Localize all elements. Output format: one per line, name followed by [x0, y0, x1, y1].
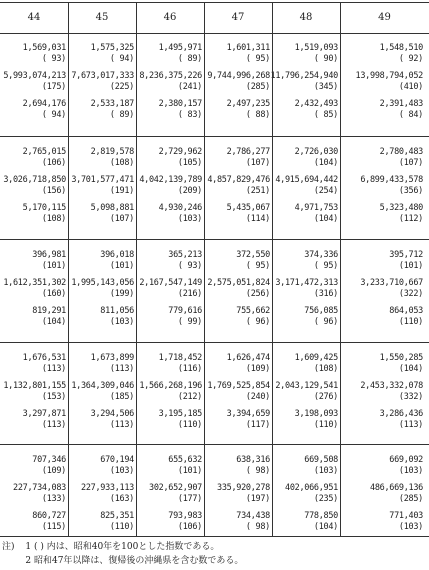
table-cell — [0, 409, 66, 430]
cell-value: 365,213 — [168, 250, 202, 260]
cell-value: 2,533,187 — [90, 99, 134, 109]
cell-index: (285) — [245, 81, 270, 92]
cell-value: 669,508 — [304, 455, 338, 465]
cell-index: (356) — [398, 185, 423, 196]
cell-index: ( 99) — [177, 316, 202, 327]
table-cell — [66, 203, 134, 224]
table-cell — [0, 203, 66, 224]
cell-index: (115) — [41, 521, 66, 532]
column-divider — [272, 3, 273, 536]
cell-index: (175) — [41, 81, 66, 92]
table-cell — [66, 71, 134, 92]
table-cell — [0, 175, 66, 196]
cell-index: ( 95) — [313, 260, 338, 271]
table-cell — [355, 99, 423, 120]
cell-value: 2,575,051,824 — [207, 278, 270, 288]
cell-index: (113) — [41, 363, 66, 374]
table-cell — [270, 203, 338, 224]
table-cell — [0, 483, 66, 504]
cell-value: 3,297,871 — [22, 409, 66, 419]
cell-value: 860,727 — [32, 511, 66, 521]
table-cell — [134, 203, 202, 224]
footnote-2 — [2, 554, 427, 568]
table-cell — [66, 483, 134, 504]
table-cell — [355, 353, 423, 374]
cell-index: (116) — [177, 363, 202, 374]
cell-value: 5,098,881 — [90, 203, 134, 213]
cell-value: 8,236,375,226 — [139, 71, 202, 81]
cell-index: (101) — [41, 260, 66, 271]
table-cell — [355, 203, 423, 224]
footnote-label: 注) — [2, 542, 15, 552]
year-header-45: 45 — [95, 12, 109, 23]
cell-index: (332) — [398, 391, 423, 402]
table-cell — [0, 455, 66, 476]
table-cell — [0, 99, 66, 120]
table-cell — [134, 455, 202, 476]
table-cell — [355, 306, 423, 327]
footnotes — [2, 540, 427, 568]
cell-index: (160) — [41, 288, 66, 299]
table-cell — [66, 250, 134, 271]
table-cell — [134, 511, 202, 532]
cell-value: 395,712 — [389, 250, 423, 260]
table-cell — [270, 175, 338, 196]
cell-index: (104) — [313, 157, 338, 168]
cell-index: (108) — [109, 157, 134, 168]
cell-index: (113) — [398, 419, 423, 430]
table-cell — [134, 353, 202, 374]
cell-value: 5,435,067 — [226, 203, 270, 213]
group-divider — [0, 239, 429, 240]
cell-index: (101) — [177, 465, 202, 476]
cell-value: 1,612,351,302 — [3, 278, 66, 288]
cell-value: 778,850 — [304, 511, 338, 521]
table-cell — [270, 353, 338, 374]
cell-index: (235) — [313, 493, 338, 504]
cell-index: ( 93) — [41, 53, 66, 64]
cell-index: (254) — [313, 185, 338, 196]
table-cell — [134, 175, 202, 196]
cell-value: 3,171,472,313 — [275, 278, 338, 288]
cell-value: 1,364,309,046 — [71, 381, 134, 391]
cell-value: 1,519,093 — [294, 43, 338, 53]
cell-value: 486,669,136 — [370, 483, 423, 493]
table-cell — [134, 99, 202, 120]
cell-index: ( 85) — [313, 109, 338, 120]
cell-value: 2,380,157 — [158, 99, 202, 109]
table-cell — [134, 483, 202, 504]
cell-value: 670,194 — [100, 455, 134, 465]
table-cell — [0, 381, 66, 402]
column-divider — [204, 3, 205, 536]
table-cell — [355, 43, 423, 64]
column-divider — [68, 3, 69, 536]
cell-index: (103) — [109, 316, 134, 327]
table-cell — [0, 43, 66, 64]
cell-index: ( 90) — [313, 53, 338, 64]
cell-value: 2,167,547,149 — [139, 278, 202, 288]
table-cell — [134, 306, 202, 327]
cell-value: 2,694,176 — [22, 99, 66, 109]
table-cell — [202, 483, 270, 504]
year-header-48: 48 — [299, 12, 313, 23]
cell-index: (105) — [177, 157, 202, 168]
table-cell — [0, 278, 66, 299]
cell-value: 1,673,899 — [90, 353, 134, 363]
table-cell — [0, 250, 66, 271]
table-cell — [202, 250, 270, 271]
cell-index: (109) — [41, 465, 66, 476]
cell-index: ( 96) — [313, 316, 338, 327]
cell-value: 669,092 — [389, 455, 423, 465]
cell-value: 2,043,129,541 — [275, 381, 338, 391]
year-header-47: 47 — [231, 12, 245, 23]
cell-index: (316) — [313, 288, 338, 299]
table-cell — [134, 381, 202, 402]
cell-value: 4,971,753 — [294, 203, 338, 213]
table-cell — [66, 511, 134, 532]
cell-index: (103) — [109, 465, 134, 476]
table-cell — [66, 381, 134, 402]
cell-value: 2,726,030 — [294, 147, 338, 157]
cell-index: (109) — [245, 363, 270, 374]
cell-index: (241) — [177, 81, 202, 92]
cell-value: 1,626,474 — [226, 353, 270, 363]
cell-index: (106) — [177, 521, 202, 532]
cell-value: 707,346 — [32, 455, 66, 465]
table-cell — [270, 306, 338, 327]
cell-index: (110) — [313, 419, 338, 430]
cell-value: 2,497,235 — [226, 99, 270, 109]
cell-index: (251) — [245, 185, 270, 196]
table-cell — [134, 71, 202, 92]
cell-index: (104) — [398, 363, 423, 374]
cell-index: (113) — [109, 419, 134, 430]
table-cell — [0, 353, 66, 374]
cell-index: (256) — [245, 288, 270, 299]
table-cell — [355, 250, 423, 271]
cell-value: 3,233,710,667 — [360, 278, 423, 288]
cell-index: (133) — [41, 493, 66, 504]
statistics-table — [0, 2, 429, 537]
cell-index: ( 98) — [245, 465, 270, 476]
table-cell — [355, 483, 423, 504]
table-cell — [270, 409, 338, 430]
table-cell — [66, 99, 134, 120]
cell-index: ( 89) — [109, 109, 134, 120]
cell-value: 1,566,268,196 — [139, 381, 202, 391]
cell-index: ( 92) — [398, 53, 423, 64]
cell-value: 4,915,694,442 — [275, 175, 338, 185]
table-cell — [0, 147, 66, 168]
cell-index: (104) — [41, 316, 66, 327]
cell-index: (156) — [41, 185, 66, 196]
group-divider — [0, 342, 429, 343]
cell-value: 819,291 — [32, 306, 66, 316]
table-cell — [202, 306, 270, 327]
cell-value: 2,391,483 — [379, 99, 423, 109]
cell-index: (101) — [109, 260, 134, 271]
cell-value: 1,495,971 — [158, 43, 202, 53]
cell-index: (106) — [41, 157, 66, 168]
cell-index: (216) — [177, 288, 202, 299]
cell-value: 1,601,311 — [226, 43, 270, 53]
table-cell — [66, 175, 134, 196]
table-cell — [202, 99, 270, 120]
cell-index: (110) — [398, 316, 423, 327]
table-cell — [355, 71, 423, 92]
cell-index: (240) — [245, 391, 270, 402]
cell-index: ( 93) — [177, 260, 202, 271]
cell-index: (191) — [109, 185, 134, 196]
cell-index: (103) — [398, 465, 423, 476]
cell-value: 1,550,285 — [379, 353, 423, 363]
cell-value: 402,066,951 — [285, 483, 338, 493]
cell-index: (107) — [245, 157, 270, 168]
cell-value: 6,899,433,578 — [360, 175, 423, 185]
cell-value: 396,018 — [100, 250, 134, 260]
cell-value: 1,995,143,056 — [71, 278, 134, 288]
cell-index: (108) — [41, 213, 66, 224]
cell-value: 5,993,074,213 — [3, 71, 66, 81]
cell-value: 825,351 — [100, 511, 134, 521]
cell-index: (110) — [109, 521, 134, 532]
cell-index: (107) — [398, 157, 423, 168]
table-cell — [355, 175, 423, 196]
cell-index: (163) — [109, 493, 134, 504]
footnote-text-2: 2 昭和47年以降は、復帰後の沖縄県を含む数である。 — [25, 556, 244, 566]
cell-index: ( 94) — [41, 109, 66, 120]
table-cell — [202, 353, 270, 374]
table-cell — [270, 43, 338, 64]
cell-value: 2,819,578 — [90, 147, 134, 157]
cell-value: 302,652,907 — [149, 483, 202, 493]
table-cell — [355, 511, 423, 532]
cell-value: 372,550 — [236, 250, 270, 260]
cell-index: (110) — [177, 419, 202, 430]
footnote-text-1: 1 ( ) 内は、昭和40年を100とした指数である。 — [25, 542, 220, 552]
cell-index: (199) — [109, 288, 134, 299]
column-divider — [136, 3, 137, 536]
cell-value: 793,983 — [168, 511, 202, 521]
cell-value: 3,286,436 — [379, 409, 423, 419]
table-cell — [134, 147, 202, 168]
cell-value: 755,662 — [236, 306, 270, 316]
table-cell — [270, 455, 338, 476]
cell-value: 1,548,510 — [379, 43, 423, 53]
cell-index: (114) — [245, 213, 270, 224]
cell-value: 2,765,015 — [22, 147, 66, 157]
cell-value: 811,056 — [100, 306, 134, 316]
cell-value: 4,930,246 — [158, 203, 202, 213]
table-cell — [134, 43, 202, 64]
year-header-49: 49 — [378, 12, 391, 23]
table-cell — [270, 278, 338, 299]
cell-value: 1,569,031 — [22, 43, 66, 53]
table-cell — [0, 71, 66, 92]
table-cell — [202, 71, 270, 92]
table-cell — [270, 381, 338, 402]
cell-value: 1,609,425 — [294, 353, 338, 363]
cell-index: (197) — [245, 493, 270, 504]
year-header-44: 44 — [27, 12, 41, 23]
cell-value: 734,438 — [236, 511, 270, 521]
cell-index: ( 98) — [245, 521, 270, 532]
cell-value: 396,981 — [32, 250, 66, 260]
cell-index: ( 95) — [245, 260, 270, 271]
table-cell — [270, 147, 338, 168]
table-cell — [202, 43, 270, 64]
table-cell — [134, 409, 202, 430]
cell-value: 7,673,017,333 — [71, 71, 134, 81]
table-cell — [66, 278, 134, 299]
table-cell — [202, 278, 270, 299]
cell-value: 3,195,185 — [158, 409, 202, 419]
cell-value: 1,132,801,155 — [3, 381, 66, 391]
cell-index: ( 84) — [398, 109, 423, 120]
table-cell — [134, 250, 202, 271]
cell-value: 655,632 — [168, 455, 202, 465]
table-cell — [355, 455, 423, 476]
table-cell — [355, 278, 423, 299]
cell-index: ( 94) — [109, 53, 134, 64]
table-cell — [66, 409, 134, 430]
cell-value: 1,575,325 — [90, 43, 134, 53]
cell-value: 227,734,083 — [13, 483, 66, 493]
cell-index: (103) — [177, 213, 202, 224]
cell-index: ( 95) — [245, 53, 270, 64]
table-cell — [202, 511, 270, 532]
footnote-1 — [2, 540, 427, 554]
cell-index: (212) — [177, 391, 202, 402]
cell-index: (103) — [398, 521, 423, 532]
cell-value: 227,933,113 — [81, 483, 134, 493]
cell-index: (177) — [177, 493, 202, 504]
cell-index: (108) — [313, 363, 338, 374]
table-cell — [270, 250, 338, 271]
table-header-row — [0, 3, 429, 34]
cell-value: 5,323,480 — [379, 203, 423, 213]
cell-value: 779,616 — [168, 306, 202, 316]
table-cell — [202, 381, 270, 402]
cell-index: (185) — [109, 391, 134, 402]
cell-value: 771,403 — [389, 511, 423, 521]
table-cell — [270, 483, 338, 504]
group-divider — [0, 136, 429, 137]
table-cell — [202, 175, 270, 196]
table-cell — [355, 147, 423, 168]
cell-value: 1,718,452 — [158, 353, 202, 363]
table-cell — [66, 353, 134, 374]
cell-value: 3,701,577,471 — [71, 175, 134, 185]
cell-value: 2,432,493 — [294, 99, 338, 109]
table-cell — [202, 455, 270, 476]
cell-value: 3,198,093 — [294, 409, 338, 419]
cell-index: ( 88) — [245, 109, 270, 120]
cell-index: (101) — [398, 260, 423, 271]
cell-index: (104) — [313, 521, 338, 532]
cell-index: (117) — [245, 419, 270, 430]
cell-value: 3,294,506 — [90, 409, 134, 419]
table-cell — [355, 381, 423, 402]
cell-value: 9,744,996,268 — [207, 71, 270, 81]
cell-value: 335,920,278 — [217, 483, 270, 493]
cell-index: ( 83) — [177, 109, 202, 120]
table-cell — [202, 409, 270, 430]
cell-value: 638,316 — [236, 455, 270, 465]
cell-value: 13,998,794,052 — [355, 71, 423, 81]
cell-index: (225) — [109, 81, 134, 92]
cell-index: (104) — [313, 213, 338, 224]
cell-index: (276) — [313, 391, 338, 402]
cell-value: 2,780,483 — [379, 147, 423, 157]
cell-index: (285) — [398, 493, 423, 504]
cell-index: (107) — [109, 213, 134, 224]
cell-value: 1,676,531 — [22, 353, 66, 363]
table-cell — [66, 306, 134, 327]
cell-index: (345) — [313, 81, 338, 92]
cell-index: (209) — [177, 185, 202, 196]
column-divider — [340, 3, 341, 536]
cell-index: (322) — [398, 288, 423, 299]
group-divider — [0, 444, 429, 445]
table-cell — [202, 203, 270, 224]
cell-value: 864,053 — [389, 306, 423, 316]
cell-value: 4,042,139,789 — [139, 175, 202, 185]
table-cell — [0, 306, 66, 327]
cell-index: (113) — [41, 419, 66, 430]
table-cell — [66, 455, 134, 476]
cell-value: 3,394,659 — [226, 409, 270, 419]
table-cell — [0, 511, 66, 532]
year-header-46: 46 — [163, 12, 177, 23]
table-cell — [134, 278, 202, 299]
table-cell — [202, 147, 270, 168]
cell-value: 2,453,332,078 — [360, 381, 423, 391]
cell-index: (113) — [109, 363, 134, 374]
cell-value: 2,729,962 — [158, 147, 202, 157]
cell-index: (112) — [398, 213, 423, 224]
cell-value: 374,336 — [304, 250, 338, 260]
table-cell — [66, 147, 134, 168]
cell-value: 3,026,718,850 — [3, 175, 66, 185]
cell-value: 756,085 — [304, 306, 338, 316]
cell-value: 4,857,829,476 — [207, 175, 270, 185]
cell-index: (103) — [313, 465, 338, 476]
cell-value: 11,796,254,940 — [270, 71, 338, 81]
table-cell — [270, 71, 338, 92]
table-cell — [66, 43, 134, 64]
table-cell — [270, 511, 338, 532]
cell-value: 2,786,277 — [226, 147, 270, 157]
cell-index: ( 96) — [245, 316, 270, 327]
cell-index: (410) — [398, 81, 423, 92]
cell-index: ( 89) — [177, 53, 202, 64]
table-cell — [355, 409, 423, 430]
cell-value: 5,170,115 — [22, 203, 66, 213]
cell-value: 1,769,525,854 — [207, 381, 270, 391]
cell-index: (153) — [41, 391, 66, 402]
table-cell — [270, 99, 338, 120]
